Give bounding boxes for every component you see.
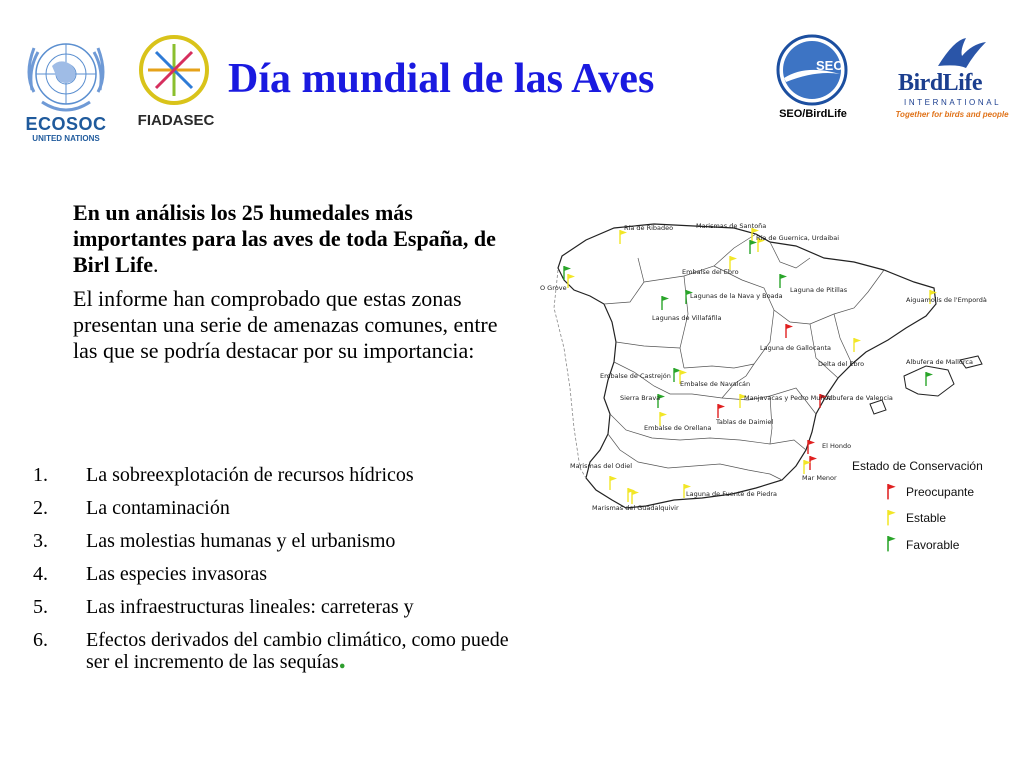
label-valencia: Albufera de Valencia <box>826 394 893 402</box>
legend-label-favorable: Favorable <box>906 538 960 552</box>
list-item-number: 6. <box>33 629 48 651</box>
flag-cloth <box>888 484 896 490</box>
label-emporda: Aiguamolls de l'Empordà <box>906 296 987 304</box>
intro-paragraph: El informe han comprobado que estas zonas presentan una serie de amenazas comunes, entre las que se podría destacar por su importancia: <box>73 286 498 363</box>
birdlife-international: INTERNATIONAL <box>904 98 1002 107</box>
fiadasec-wheel-icon <box>136 32 212 108</box>
wetlands-map <box>534 218 1014 558</box>
label-orellana: Embalse de Orellana <box>644 424 712 432</box>
label-castrejon: Embalse de Castrejón <box>600 372 671 380</box>
label-ogrove: O Grove <box>540 284 567 292</box>
label-guadalquivir: Marismas del Guadalquivir <box>592 504 679 512</box>
label-ribadeo: Ría de Ribadeo <box>624 224 674 232</box>
flag-cloth <box>888 536 896 542</box>
threats-list <box>33 464 513 684</box>
flag-cloth <box>810 456 817 461</box>
intro-lead-period: . <box>153 252 159 277</box>
flag-hondo2-preocupante-icon <box>810 456 817 470</box>
label-mar-menor: Mar Menor <box>802 474 837 482</box>
list-item <box>33 596 513 618</box>
list-item <box>33 563 513 585</box>
un-globe-icon <box>22 30 110 118</box>
list-item-number: 2. <box>33 497 48 519</box>
list-item-number: 1. <box>33 464 48 486</box>
label-manjavacas: Manjavacas y Pedro Muñoz <box>744 394 832 402</box>
label-daimiel: Tablas de Daimiel <box>716 418 774 426</box>
spain-map-svg <box>534 218 1014 558</box>
flag-cloth <box>808 440 815 445</box>
list-item-text: La sobreexplotación de recursos hídricos <box>86 464 414 486</box>
intro-block <box>73 200 513 364</box>
label-santona: Marismas de Santoña <box>696 222 767 230</box>
mallorca-outline <box>904 366 954 396</box>
label-odiel: Marismas del Odiel <box>570 462 633 470</box>
legend-flag-favorable-icon <box>888 536 896 551</box>
fiadasec-logo <box>130 32 222 136</box>
label-delta-ebro: Delta del Ebro <box>818 360 865 368</box>
list-item-number: 4. <box>33 563 48 585</box>
label-hondo: El Hondo <box>822 442 852 450</box>
seo-birdlife-logo <box>770 34 856 124</box>
list-item-text: Las infraestructuras lineales: carreteras y <box>86 596 414 618</box>
seo-badge-text: SEO <box>816 58 844 73</box>
label-nava: Lagunas de la Nava y Boada <box>690 292 783 300</box>
bird-icon <box>936 36 988 74</box>
birdlife-name: BirdLife <box>898 70 982 96</box>
list-item-text: Las especies invasoras <box>86 563 268 585</box>
list-item <box>33 530 513 552</box>
legend-label-preocupante: Preocupante <box>906 485 975 499</box>
list-item-text: La contaminación <box>86 497 230 519</box>
list-item-end-dot: . <box>338 644 346 675</box>
label-ebro-embalse: Embalse del Ebro <box>682 268 739 276</box>
list-item <box>33 497 513 519</box>
label-guernica: Ría de Guernica, Urdaibai <box>756 234 840 242</box>
intro-lead-text: En un análisis los 25 humedales más importantes para las aves de toda España, de Birl Life <box>73 200 496 277</box>
portugal-outline <box>554 270 586 478</box>
legend-title: Estado de Conservación <box>852 459 983 473</box>
fiadasec-name: FIADASEC <box>137 112 215 129</box>
ecosoc-name: ECOSOC <box>25 114 107 134</box>
legend-flag-preocupante-icon <box>888 484 896 499</box>
map-legend <box>852 459 983 552</box>
birdlife-tagline: Together for birds and people <box>895 110 1009 119</box>
label-gallocanta: Laguna de Gallocanta <box>760 344 832 352</box>
ecosoc-subtitle: UNITED NATIONS <box>32 134 100 143</box>
page-title: Día mundial de las Aves <box>228 56 655 102</box>
label-mallorca: Albufera de Mallorca <box>906 358 973 366</box>
legend-flags <box>888 484 896 551</box>
flag-cloth <box>888 510 896 516</box>
ibiza-outline <box>870 400 886 414</box>
list-item <box>33 464 513 486</box>
label-villafafila: Lagunas de Villafáfila <box>652 314 722 322</box>
birdlife-logo <box>884 36 1020 122</box>
legend-flag-estable-icon <box>888 510 896 525</box>
list-item <box>33 629 513 673</box>
ecosoc-logo <box>14 30 118 142</box>
list-item-text: Las molestias humanas y el urbanismo <box>86 530 396 552</box>
list-item-number: 3. <box>33 530 48 552</box>
label-navalcan: Embalse de Navalcán <box>680 380 751 388</box>
list-item-number: 5. <box>33 596 48 618</box>
label-fuente-piedra: Laguna de Fuente de Piedra <box>686 490 777 498</box>
seo-badge-icon <box>776 34 848 106</box>
flag-hondo-preocupante-icon <box>808 440 815 454</box>
seo-name: SEO/BirdLife <box>779 108 847 120</box>
label-sierra-brava: Sierra Brava <box>620 394 661 402</box>
label-pitillas: Laguna de Pitillas <box>790 286 848 294</box>
list-item-text: Efectos derivados del cambio climático, como puede ser el incremento de las sequías <box>86 629 509 673</box>
intro-lead <box>73 200 513 278</box>
legend-label-estable: Estable <box>906 511 947 525</box>
